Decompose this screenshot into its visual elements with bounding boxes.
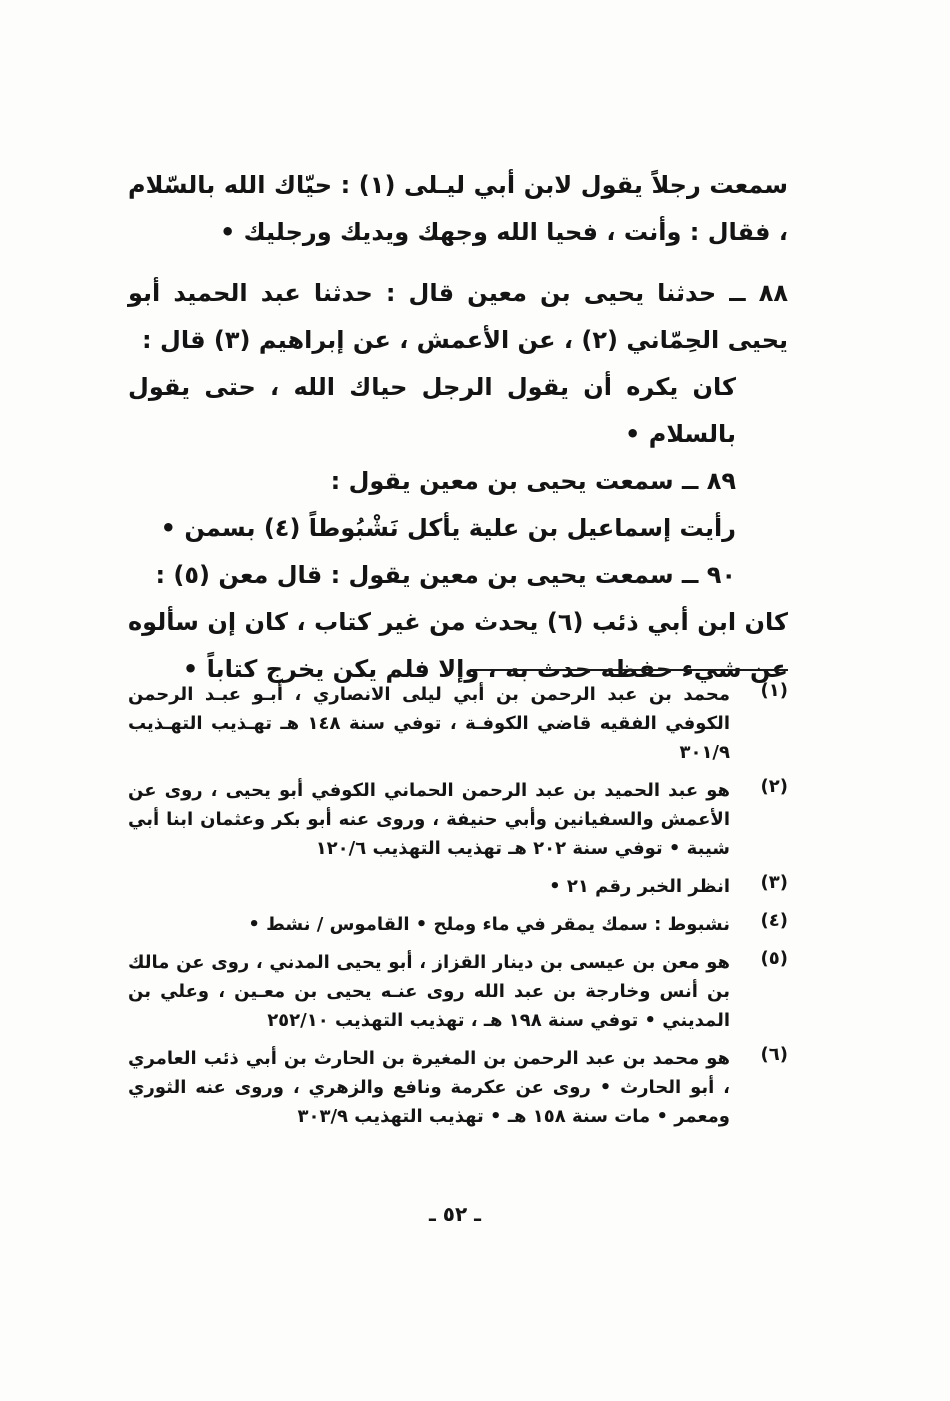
page-number: ـ ٥٢ ـ bbox=[428, 1202, 482, 1226]
paragraph-report-88: ٨٨ ــ حدثنا يحيى بن معين قال : حدثنا عبد الحميد أبو يحيى الحِمّاني (٢) ، عن الأعمش ، عن إبراهيم (٣) قال : bbox=[128, 279, 788, 354]
paragraph-quote-88: كان يكره أن يقول الرجل حياك الله ، حتى يقول بالسلام • bbox=[128, 373, 736, 448]
footnote-number: (١) bbox=[760, 680, 788, 701]
footnote bbox=[128, 910, 788, 939]
footnote-number: (٢) bbox=[760, 776, 788, 797]
footnote bbox=[128, 680, 788, 767]
footnote-text: هو محمد بن عبد الرحمن بن المغيرة بن الحارث بن أبي ذئب العامري ، أبو الحارث • روى عن عكرمة ونافع والزهري ، وروى عنه الثوري ومعمر • مات سنة ١٥٨ هـ • تهذيب التهذيب ٣٠٣/٩ bbox=[128, 1048, 730, 1127]
footnote-text: هو معن بن عيسى بن دينار القزاز ، أبو يحيى المدني ، روى عن مالك بن أنس وخارجة بن عبد الله روى عنـه يحيى بن معـين ، وعلي بن المديني • توفي سنة ١٩٨ هـ ، تهذيب التهذيب ٢٥٢/١٠ bbox=[128, 952, 730, 1031]
paragraph-report-90: ٩٠ ــ سمعت يحيى بن معين يقول : قال معن (٥) : bbox=[155, 561, 736, 589]
footnote-text: محمد بن عبد الرحمن بن أبي ليلى الانصاري ، أبـو عبـد الرحمن الكوفي الفقيه قاضي الكوفـة ، توفي سنة ١٤٨ هـ تهـذيب التهـذيب ٣٠١/٩ bbox=[128, 684, 730, 763]
paragraph-ibn-abi-layla: سمعت رجلاً يقول لابن أبي ليـلى (١) : حيّاك الله بالسّلام ، فقال : وأنت ، فحيا الله وجهك ويديك ورجليك • bbox=[128, 171, 789, 246]
footnotes bbox=[128, 680, 788, 1140]
footnote-number: (٥) bbox=[760, 948, 788, 969]
footnote-separator bbox=[470, 669, 788, 671]
footnote bbox=[128, 948, 788, 1035]
footnote-text: هو عبد الحميد بن عبد الرحمن الحماني الكوفي أبو يحيى ، روى عن الأعمش والسفيانين وأبي حنيفة ، وروى عنه أبو بكر وعثمان ابنا أبي شيبة • توفي سنة ٢٠٢ هـ تهذيب التهذيب ١٢٠/٦ bbox=[128, 780, 730, 859]
footnote bbox=[128, 1044, 788, 1131]
paragraph-quote-90: كان ابن أبي ذئب (٦) يحدث من غير كتاب ، كان إن سألوه عن شيء حفظه حدث به ، وإلا فلم يكن يخرج كتاباً • bbox=[128, 608, 789, 683]
footnote-number: (٣) bbox=[760, 872, 788, 893]
footnote bbox=[128, 872, 788, 901]
footnote-number: (٤) bbox=[760, 910, 788, 931]
paragraph-quote-89: رأيت إسماعيل بن علية يأكل نَشْبُوطاً (٤) بسمن • bbox=[160, 514, 736, 542]
paragraph-report-89: ٨٩ ــ سمعت يحيى بن معين يقول : bbox=[330, 467, 736, 495]
footnote bbox=[128, 776, 788, 863]
footnote-text: نشبوط : سمك يمقر في ماء وملح • القاموس / نشط • bbox=[248, 914, 730, 935]
footnote-text: انظر الخبر رقم ٢١ • bbox=[549, 876, 730, 897]
main-text bbox=[128, 162, 788, 693]
footnote-number: (٦) bbox=[760, 1044, 788, 1065]
